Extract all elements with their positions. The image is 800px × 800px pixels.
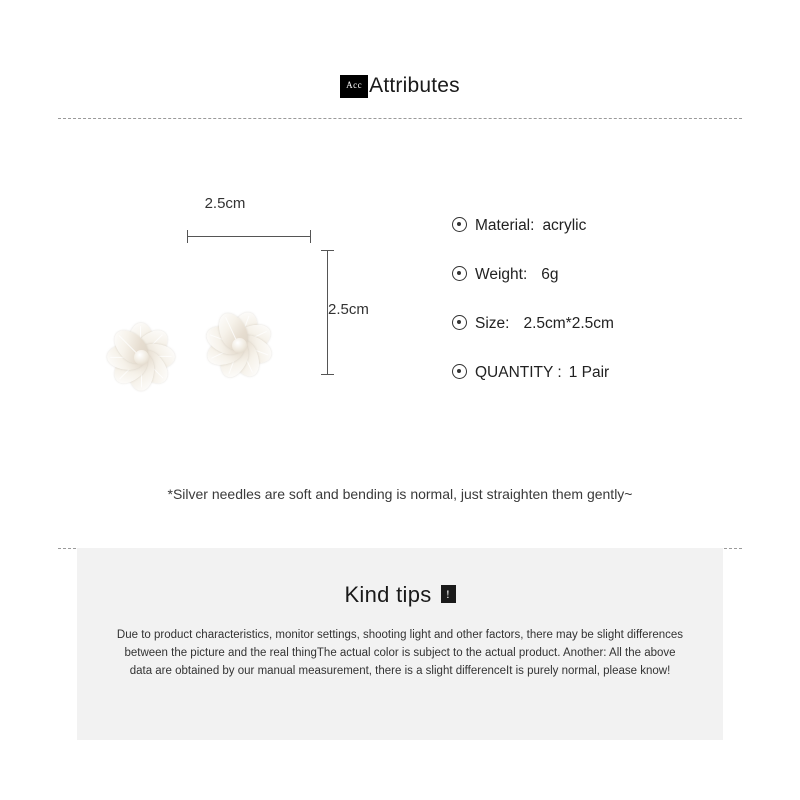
page-header [0, 74, 800, 98]
attribute-label: Weight: [475, 266, 528, 283]
attribute-row-quantity [452, 362, 752, 382]
earring-image-left [105, 317, 177, 397]
width-line [187, 236, 311, 237]
bullet-icon [452, 266, 467, 281]
width-dimension-label: 2.5cm [204, 195, 246, 212]
acc-badge-label: Acc [346, 79, 363, 90]
height-cap-bottom [321, 374, 334, 375]
attribute-row-weight [452, 264, 752, 284]
attributes-list [452, 215, 752, 411]
bullet-icon [452, 364, 467, 379]
attribute-row-size [452, 313, 752, 333]
attribute-label: Material: [475, 217, 535, 234]
earring-image-right [203, 305, 275, 385]
flower-center [232, 338, 247, 353]
divider-top [58, 118, 742, 119]
bullet-icon [452, 315, 467, 330]
kind-tips-body: Due to product characteristics, monitor settings, shooting light and other factors, there may be slight differences between the picture and the real thingThe actual color is subject to the actual product. Another: All the above data are obtained by our manual measurement, there is a slight differenceIt is purely normal, please know! [116, 629, 684, 677]
kind-tips-title-row [77, 582, 723, 608]
page-title: Attributes [369, 74, 460, 97]
attribute-value: 1 Pair [568, 364, 610, 381]
bullet-icon [452, 217, 467, 232]
attribute-row-material [452, 215, 752, 235]
attribute-value: 2.5cm*2.5cm [523, 315, 614, 332]
exclamation-icon: ! [441, 585, 456, 603]
attribute-value: 6g [541, 266, 559, 283]
width-cap-right [310, 230, 311, 243]
height-dimension-label: 2.5cm [328, 301, 369, 318]
width-dimension-bar [187, 230, 311, 242]
kind-tips-panel [77, 548, 723, 740]
attribute-value: acrylic [542, 217, 587, 234]
product-note: *Silver needles are soft and bending is normal, just straighten them gently~ [167, 486, 633, 502]
attribute-label: QUANTITY : [475, 364, 562, 381]
attribute-label: Size: [475, 315, 510, 332]
acc-badge-icon [340, 75, 368, 98]
product-measurement-area [85, 195, 385, 435]
kind-tips-title: Kind tips [344, 582, 432, 607]
flower-center [134, 350, 149, 365]
